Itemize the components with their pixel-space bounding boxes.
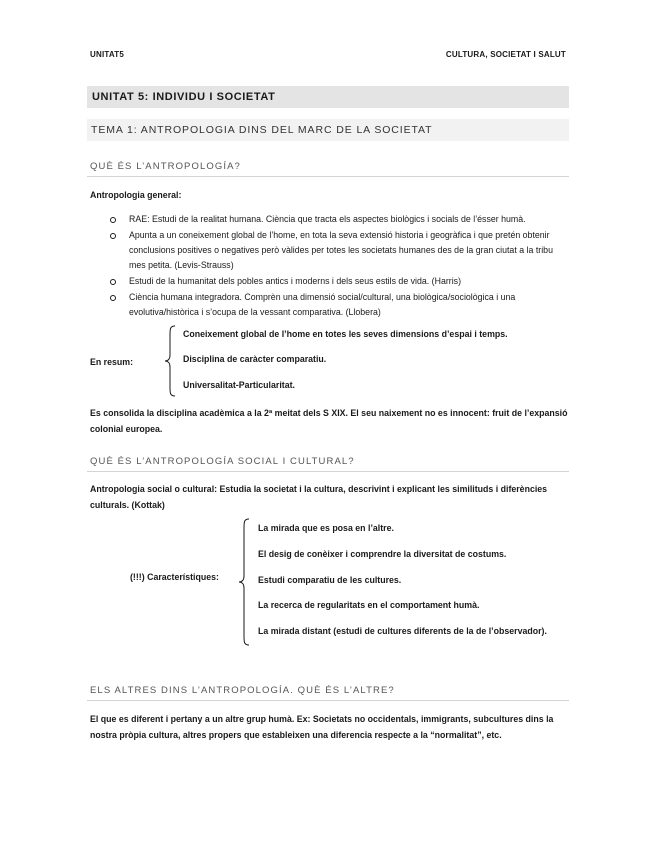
section1-heading: QUÈ ÉS L’ANTROPOLOGÍA? (90, 161, 241, 172)
summary-label: En resum: (90, 357, 134, 367)
curly-brace-icon (236, 518, 252, 646)
characteristic-item: El desig de conèixer i comprendre la diversitat de costums. (258, 549, 507, 559)
tema-title-bar (87, 119, 569, 141)
tema-title: TEMA 1: ANTROPOLOGIA DINS DEL MARC DE LA SOCIETAT (91, 124, 433, 136)
list-item: Estudi de la humanitat dels pobles antics i moderns i dels seus estils de vida. (Harris) (110, 274, 570, 289)
antropologia-general-label: Antropologia general: (90, 190, 182, 200)
curly-brace-icon (162, 325, 178, 397)
header-unit: UNITAT5 (90, 50, 124, 59)
unit-title-bar (87, 86, 569, 108)
section2-heading: QUÈ ÉS L’ANTROPOLOGÍA SOCIAL I CULTURAL? (90, 456, 355, 467)
summary-item: Universalitat-Particularitat. (183, 380, 295, 390)
header-course: CULTURA, SOCIETAT I SALUT (445, 50, 566, 59)
bullet-circle-icon (110, 233, 116, 239)
summary-item: Coneixement global de l’home en totes les seves dimensions d’espai i temps. (183, 329, 508, 339)
unit-title: UNITAT 5: INDIVIDU I SOCIETAT (92, 91, 276, 103)
summary-item: Disciplina de caràcter comparatiu. (183, 354, 327, 364)
list-item: Apunta a un coneixement global de l’home, en tota la seva extensió historia i geogràfica i que pretén obtenir conclusions positives o negatives però vàlides per totes les societats humanes des de la gran ciutat a la tribu mes petita. (Levis-Strauss) (110, 228, 570, 274)
bullet-circle-icon (110, 279, 116, 285)
list-item: RAE: Estudi de la realitat humana. Ciència que tracta els aspectes biològics i socials de l’ésser humà. (110, 212, 570, 227)
characteristic-item: La mirada distant (estudi de cultures diferents de la de l’observador). (258, 626, 547, 636)
other-definition-paragraph: El que es diferent i pertany a un altre grup humà. Ex: Societats no occidentals, immigrants, subcultures dins la nostra pròpia cultura, altres propers que estableixen una diferencia respecte a la “normalitat”, etc. (90, 714, 554, 740)
section3-rule (87, 700, 569, 701)
characteristic-item: La mirada que es posa en l’altre. (258, 523, 394, 533)
social-cultural-definition: Antropologia social o cultural: Estudia la societat i la cultura, descrivint i explicant les similituds i diferències culturals. (Kottak) (90, 484, 548, 510)
bullet-circle-icon (110, 295, 116, 301)
list-item: Ciència humana integradora. Comprèn una dimensió social/cultural, una biològica/sociològica i una evolutiva/històrica i s’ocupa de la vessant comparativa. (Llobera) (110, 290, 570, 320)
closing-paragraph: Es consolida la disciplina acadèmica a la 2ª meitat dels S XIX. El seu naixement no es innocent: fruit de l’expansió colonial europea. (90, 408, 568, 434)
characteristic-item: Estudi comparatiu de les cultures. (258, 575, 402, 585)
definitions-list (110, 212, 570, 320)
characteristics-label: (!!!) Característiques: (130, 572, 219, 582)
section3-heading: ELS ALTRES DINS L’ANTROPOLOGÍA. QUÈ ÉS L’ALTRE? (90, 685, 395, 696)
section1-rule (87, 176, 569, 177)
characteristic-item: La recerca de regularitats en el comportament humà. (258, 600, 480, 610)
section2-rule (87, 471, 569, 472)
bullet-circle-icon (110, 217, 116, 223)
